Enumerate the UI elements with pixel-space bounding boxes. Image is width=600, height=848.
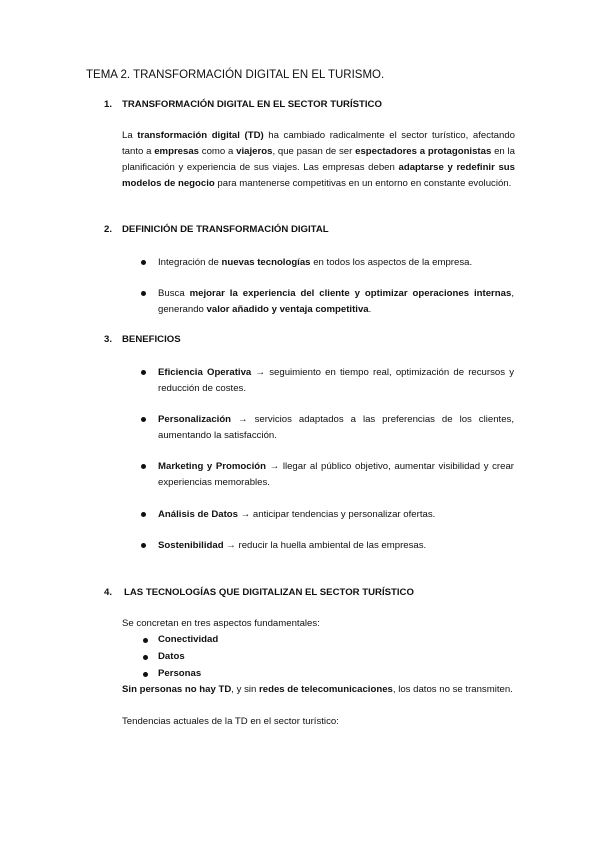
section-title: LAS TECNOLOGÍAS QUE DIGITALIZAN EL SECTOR TURÍSTICO [124,587,414,598]
section-title: BENEFICIOS [122,334,181,345]
section-heading-3 [104,334,504,348]
section-title: TRANSFORMACIÓN DIGITAL EN EL SECTOR TURÍSTICO [122,99,382,110]
section-number: 1. [104,99,113,110]
bullet-icon [141,260,146,265]
benefit-item: Eficiencia Operativa → seguimiento en tiempo real, optimización de recursos y reducción de costes. [158,365,514,397]
bullet-icon [141,464,146,469]
list-item: Conectividad [158,634,218,645]
section-heading-1 [104,99,504,113]
list-item: Personas [158,668,201,679]
benefit-item: Análisis de Datos → anticipar tendencias y personalizar ofertas. [158,507,514,523]
section-1-paragraph: La transformación digital (TD) ha cambiado radicalmente el sector turístico, afectando tanto a empresas como a viajeros, que pasan de ser espectadores a protagonistas en la planificación y experiencia de sus viajes. Las empresas deben adaptarse y redefinir sus modelos de negocio para mantenerse competitivas en un entorno en constante evolución. [122,130,516,189]
bullet-icon [141,370,146,375]
section-number: 4. [104,587,113,598]
bullet-icon [141,417,146,422]
benefit-item: Marketing y Promoción → llegar al público objetivo, aumentar visibilidad y crear experiencias memorables. [158,459,514,491]
bullet-icon [143,655,148,660]
bullet-icon [143,638,148,643]
benefit-item: Sostenibilidad → reducir la huella ambiental de las empresas. [158,538,514,554]
list-item: Datos [158,651,185,662]
bullet-icon [141,291,146,296]
section-title: DEFINICIÓN DE TRANSFORMACIÓN DIGITAL [122,224,329,235]
list-item: Integración de nuevas tecnologías en todos los aspectos de la empresa. [158,255,514,271]
bullet-icon [141,543,146,548]
bullet-icon [141,512,146,517]
aspects-list [158,634,358,684]
section-heading-4 [104,587,524,601]
section-number: 3. [104,334,113,345]
section-4-intro: Se concretan en tres aspectos fundamentales: [122,618,320,629]
trends-intro: Tendencias actuales de la TD en el sector turístico: [122,716,339,727]
benefit-item: Personalización → servicios adaptados a las preferencias de los clientes, aumentando la satisfacción. [158,412,514,444]
document-title: TEMA 2. TRANSFORMACIÓN DIGITAL EN EL TURISMO. [86,69,385,81]
key-statement: Sin personas no hay TD, y sin redes de telecomunicaciones, los datos no se transmiten. [122,684,513,695]
bullet-icon [143,672,148,677]
section-number: 2. [104,224,113,235]
section-heading-2 [104,224,504,238]
list-item: Busca mejorar la experiencia del cliente y optimizar operaciones internas, generando valor añadido y ventaja competitiva. [158,286,514,318]
